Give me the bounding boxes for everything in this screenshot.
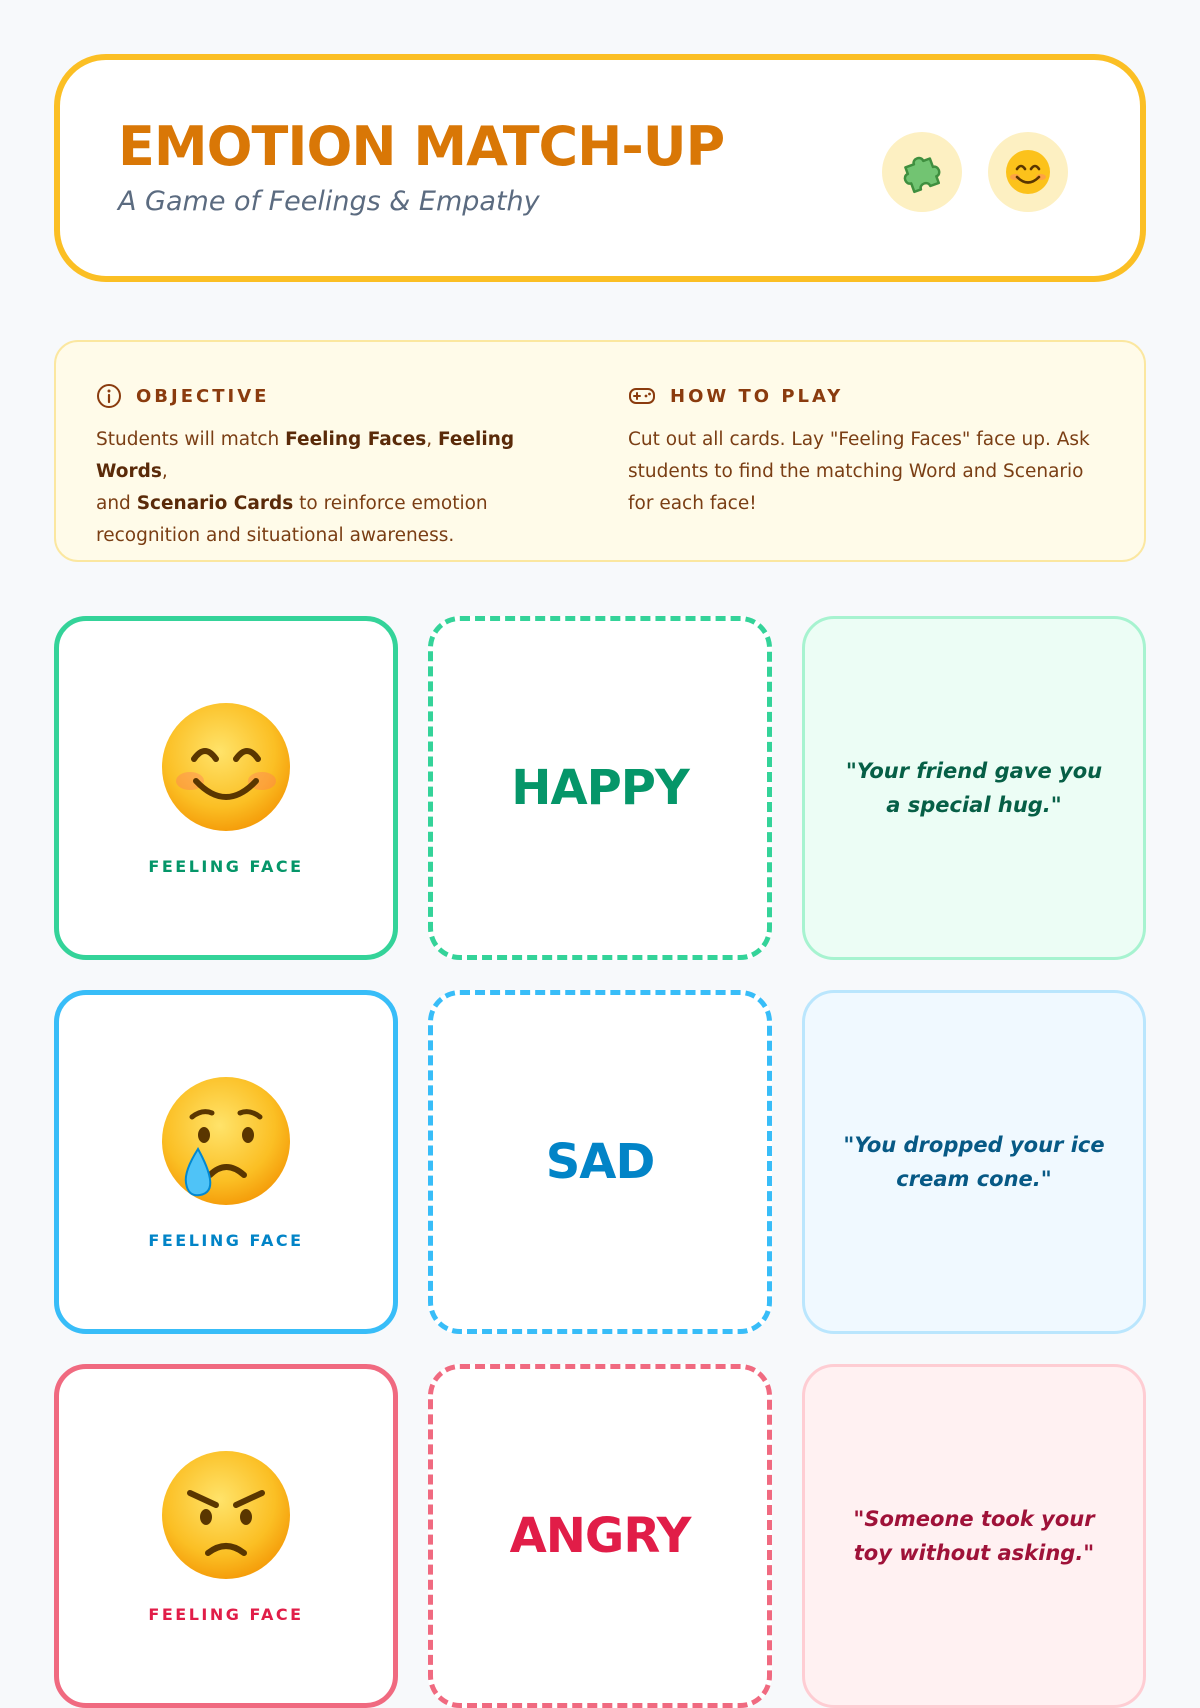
info-circle-icon bbox=[96, 383, 122, 409]
face-card-happy[interactable] bbox=[54, 616, 398, 960]
word-card-happy[interactable] bbox=[428, 616, 772, 960]
scenario-card-happy[interactable] bbox=[802, 616, 1146, 960]
how-to-play-section bbox=[628, 382, 1098, 520]
face-card-angry[interactable] bbox=[54, 1364, 398, 1708]
title-banner bbox=[54, 54, 1146, 282]
face-card-sad[interactable] bbox=[54, 990, 398, 1334]
face-card-label: FEELING FACE bbox=[148, 856, 304, 876]
gamepad-icon bbox=[628, 384, 656, 408]
scenario-card-angry[interactable] bbox=[802, 1364, 1146, 1708]
crying-face-icon bbox=[160, 1075, 292, 1207]
face-card-label: FEELING FACE bbox=[148, 1230, 304, 1250]
feeling-word: HAPPY bbox=[511, 760, 689, 816]
word-card-angry[interactable] bbox=[428, 1364, 772, 1708]
feeling-word: ANGRY bbox=[509, 1508, 691, 1564]
smiling-face-icon bbox=[988, 132, 1068, 212]
scenario-text: "Someone took your toy without asking." bbox=[853, 1507, 1095, 1565]
face-card-label: FEELING FACE bbox=[148, 1604, 304, 1624]
objective-section bbox=[96, 382, 566, 552]
instructions-panel bbox=[54, 340, 1146, 562]
page-title: EMOTION MATCH-UP bbox=[118, 115, 725, 178]
objective-text: Students will match Feeling Faces, Feeling Words, and Scenario Cards to reinforce emotion recognition and situational awareness. bbox=[96, 429, 515, 546]
objective-label: OBJECTIVE bbox=[136, 385, 270, 407]
scenario-text: "You dropped your ice cream cone." bbox=[843, 1133, 1105, 1191]
page-subtitle: A Game of Feelings & Empathy bbox=[118, 186, 540, 217]
word-card-sad[interactable] bbox=[428, 990, 772, 1334]
smiling-face-icon bbox=[160, 701, 292, 833]
how-to-play-text: Cut out all cards. Lay "Feeling Faces" face up. Ask students to find the matching Word and Scenario for each face! bbox=[628, 429, 1090, 514]
angry-face-icon bbox=[160, 1449, 292, 1581]
scenario-card-sad[interactable] bbox=[802, 990, 1146, 1334]
puzzle-piece-icon bbox=[882, 132, 962, 212]
scenario-text: "Your friend gave you a special hug." bbox=[845, 759, 1103, 817]
how-to-play-label: HOW TO PLAY bbox=[670, 385, 844, 407]
feeling-word: SAD bbox=[545, 1134, 655, 1190]
